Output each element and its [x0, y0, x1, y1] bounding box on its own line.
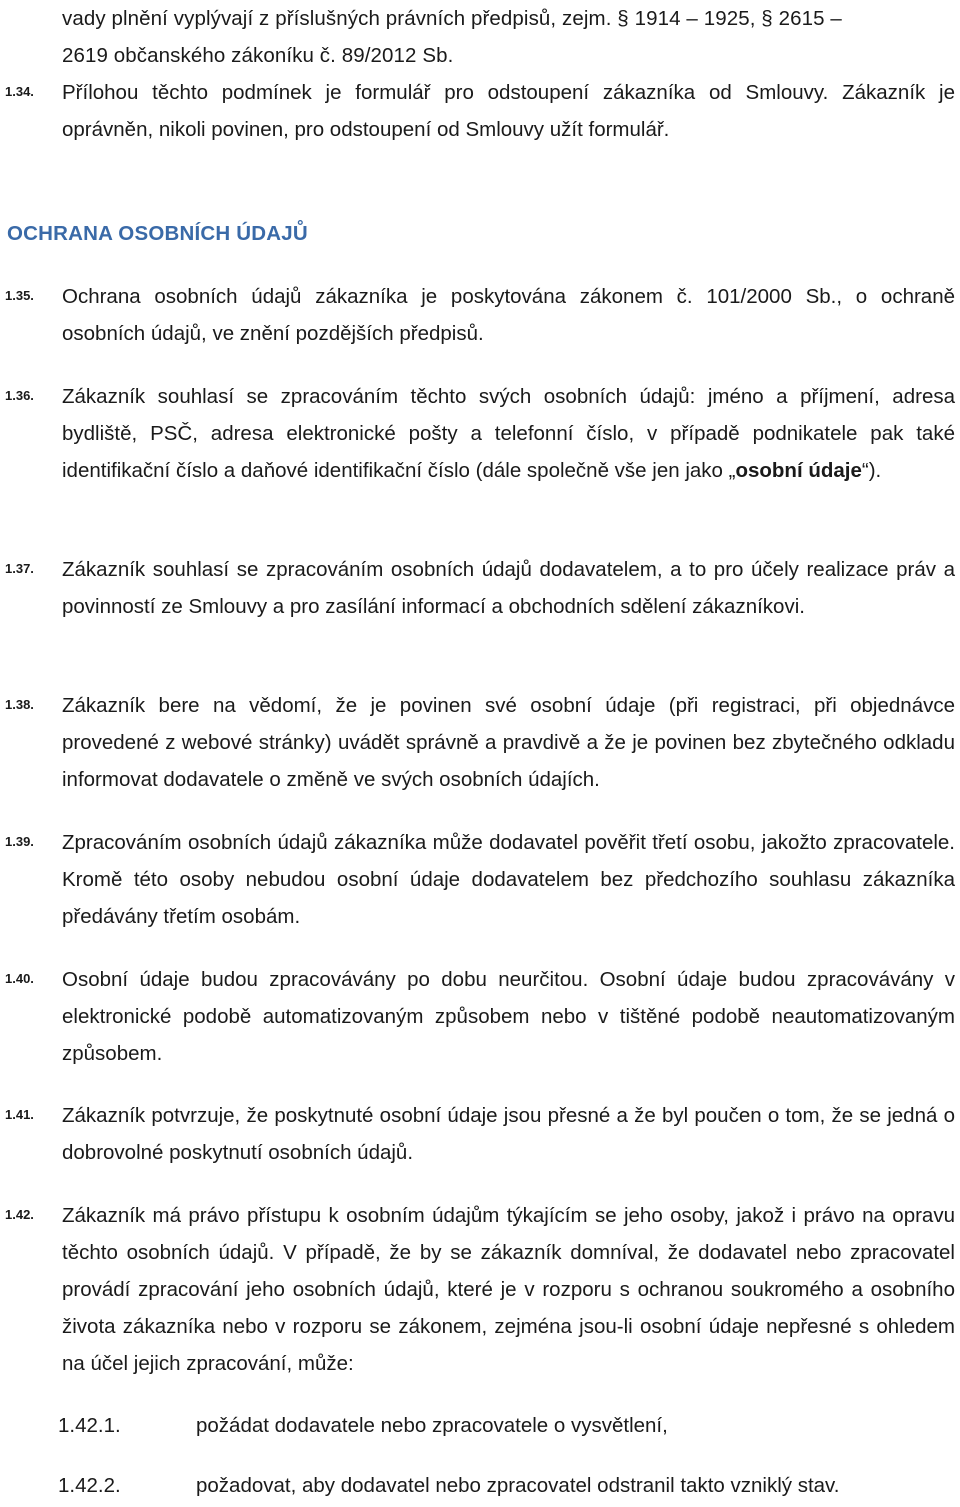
paragraph-text-after: “). [861, 459, 882, 482]
paragraph-text: Zákazník bere na vědomí, že je povinen své osobní údaje (při registraci, při objednávce provedené z webové stránky) uvádět správně a pravdivě a že je povinen bez zbytečného odkladu informovat dodavatele o změně ve svých osobních údajích. [62, 694, 955, 791]
bold-term: osobní údaje [735, 459, 862, 482]
subitem-number: 1.42.2. [58, 1474, 121, 1497]
paragraph-text: Osobní údaje budou zpracovávány po dobu neurčitou. Osobní údaje budou zpracovávány v elektronické podobě automatizovaným způsobem nebo v tištěné podobě neautomatizovaným způsobem. [62, 968, 955, 1065]
intro-line-1: vady plnění vyplývají z příslušných právních předpisů, zejm. § 1914 – 1925, § 2615 – [62, 7, 842, 30]
paragraph-text: Zákazník potvrzuje, že poskytnuté osobní údaje jsou přesné a že byl poučen o tom, že se jedná o dobrovolné poskytnutí osobních údajů. [62, 1104, 955, 1164]
subitem-number: 1.42.1. [58, 1414, 121, 1437]
paragraph-number: 1.34. [5, 84, 34, 99]
subitem-text: požádat dodavatele nebo zpracovatele o vysvětlení, [196, 1414, 668, 1437]
paragraph-number: 1.40. [5, 971, 34, 986]
paragraph-number: 1.39. [5, 834, 34, 849]
subitem-1-42-2 [0, 1474, 955, 1504]
paragraph-number: 1.41. [5, 1107, 34, 1122]
section-heading: OCHRANA OSOBNÍCH ÚDAJŮ [7, 222, 308, 245]
paragraph-number: 1.38. [5, 697, 34, 712]
intro-line-2: 2619 občanského zákoníku č. 89/2012 Sb. [62, 44, 454, 67]
paragraph-text: Přílohou těchto podmínek je formulář pro odstoupení zákazníka od Smlouvy. Zákazník je oprávněn, nikoli povinen, pro odstoupení od Smlouvy užít formulář. [62, 81, 955, 141]
paragraph-text: Zákazník souhlasí se zpracováním osobních údajů dodavatelem, a to pro účely realizace práv a povinností ze Smlouvy a pro zasílání informací a obchodních sdělení zákazníkovi. [62, 558, 955, 618]
paragraph-text-before: Zákazník souhlasí se zpracováním těchto svých osobních údajů: jméno a příjmení, adresa bydliště, PSČ, adresa elektronické pošty a telefonní číslo, v případě podnikatele pak také identifikační číslo a daňové identifikační číslo (dále společně vše jen jako „ [62, 385, 955, 482]
paragraph-text: Zpracováním osobních údajů zákazníka může dodavatel pověřit třetí osobu, jakožto zpracovatele. Kromě této osoby nebudou osobní údaje dodavatelem bez předchozího souhlasu zákazníka předávány třetím osobám. [62, 831, 955, 928]
paragraph-number: 1.36. [5, 388, 34, 403]
paragraph-text: Ochrana osobních údajů zákazníka je poskytována zákonem č. 101/2000 Sb., o ochraně osobních údajů, ve znění pozdějších předpisů. [62, 285, 955, 345]
paragraph-number: 1.42. [5, 1207, 34, 1222]
intro-text [62, 0, 954, 74]
paragraph-number: 1.37. [5, 561, 34, 576]
paragraph-text: Zákazník má právo přístupu k osobním údajům týkajícím se jeho osoby, jakož i právo na opravu těchto osobních údajů. V případě, že by se zákazník domníval, že dodavatel nebo zpracovatel provádí zpracování jeho osobních údajů, které je v rozporu s ochranou soukromého a osobního života zákazníka nebo v rozporu se zákonem, zejména jsou-li osobní údaje nepřesné s ohledem na účel jejich zpracování, může: [62, 1204, 955, 1375]
paragraph-number: 1.35. [5, 288, 34, 303]
paragraph-text [62, 378, 955, 489]
subitem-1-42-1 [0, 1414, 955, 1444]
subitem-text: požadovat, aby dodavatel nebo zpracovatel odstranil takto vzniklý stav. [196, 1474, 840, 1497]
